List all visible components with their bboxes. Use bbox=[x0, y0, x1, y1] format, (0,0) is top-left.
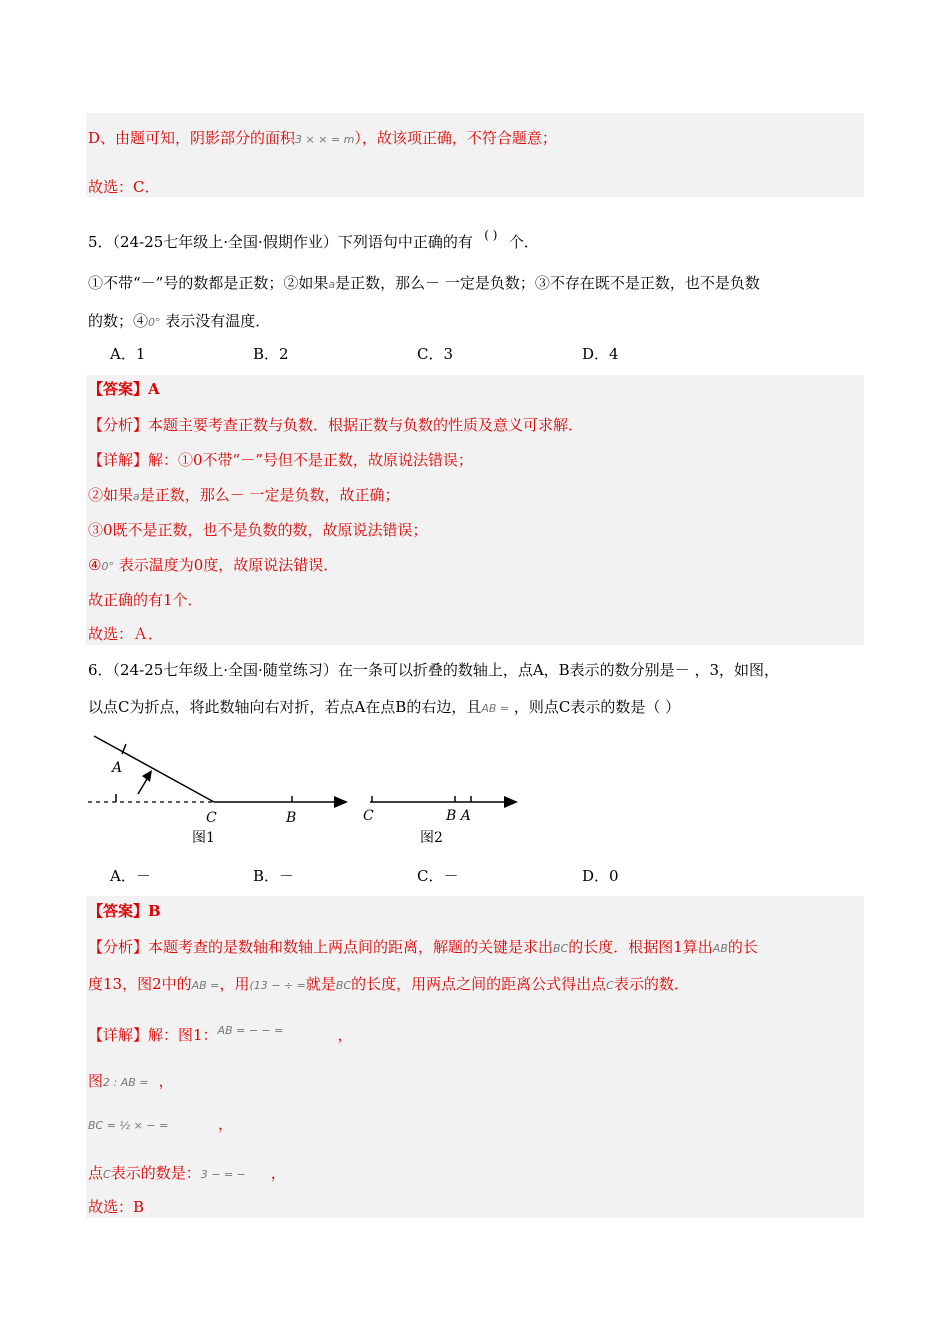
q5-answer: 【答案】A bbox=[88, 380, 160, 398]
q6-stem-line1: 6．（24-25七年级上·全国·随堂练习）在一条可以折叠的数轴上，点A，B表示的数分别是－ ，3，如图， bbox=[88, 661, 779, 679]
fig2-label-c: C bbox=[363, 808, 374, 824]
fig1-label-b: B bbox=[286, 810, 297, 826]
fig1-axis-arrow bbox=[334, 796, 348, 808]
fig1-caption: 图1 bbox=[192, 830, 215, 846]
fig2-axis-arrow bbox=[504, 796, 518, 808]
q6-detail-3: BC = ½ × − = ， bbox=[88, 1115, 234, 1133]
zero-degree: 0° bbox=[148, 316, 161, 329]
fig2-label-ba: B A bbox=[446, 808, 471, 824]
q6-detail-2: 图2 : AB = ， bbox=[88, 1072, 174, 1090]
q6-option-d: D．0 bbox=[582, 867, 619, 885]
q6-choose: 故选：B bbox=[88, 1198, 145, 1216]
q5-detail-2: ②如果a是正数，那么－ 一定是负数，故正确； bbox=[88, 486, 400, 504]
q5-analysis: 【分析】本题主要考查正数与负数．根据正数与负数的性质及意义可求解． bbox=[88, 416, 584, 434]
q5-detail-3: ③0既不是正数，也不是负数的数，故原说法错误； bbox=[88, 521, 428, 539]
prev-option-d-explanation: D、由题可知，阴影部分的面积3 × × = m），故该项正确，不符合题意； bbox=[88, 129, 557, 147]
fig1-label-c: C bbox=[206, 810, 217, 826]
q5-option-d: D．4 bbox=[582, 345, 619, 363]
q5-statements-line1: ①不带“－”号的数都是正数；②如果a是正数，那么－ 一定是负数；③不存在既不是正数，也不是负数 bbox=[88, 274, 760, 292]
fig2-caption: 图2 bbox=[420, 830, 443, 846]
q6-answer: 【答案】B bbox=[88, 902, 161, 920]
q6-analysis-line1: 【分析】本题考查的是数轴和数轴上两点间的距离，解题的关键是求出BC的长度．根据图1算出AB的长 bbox=[88, 938, 758, 956]
q6-figure bbox=[80, 730, 540, 850]
area-formula: 3 × × = m bbox=[295, 133, 355, 146]
q6-detail-1: 【详解】解：图1：AB = − − = ， bbox=[88, 1024, 353, 1044]
fig1-label-a: A bbox=[112, 760, 123, 776]
q5-answer-paren: ( ) bbox=[484, 228, 498, 242]
q6-option-c: C．－ bbox=[417, 867, 459, 885]
q5-option-a: A．1 bbox=[110, 345, 146, 363]
prev-choose: 故选：C． bbox=[88, 178, 160, 196]
q5-option-b: B．2 bbox=[253, 345, 289, 363]
q6-option-b: B．－ bbox=[253, 867, 295, 885]
q5-detail-4: ④0° 表示温度为0度，故原说法错误． bbox=[88, 556, 339, 574]
q5-option-c: C．3 bbox=[417, 345, 454, 363]
q6-detail-4: 点C表示的数是：3 − = − ， bbox=[88, 1164, 286, 1182]
q5-detail-1: 【详解】解：①0不带“－”号但不是正数，故原说法错误； bbox=[88, 451, 473, 469]
q6-option-a: A．－ bbox=[110, 867, 151, 885]
q6-stem-line2: 以点C为折点，将此数轴向右对折，若点A在点B的右边，且AB = ，则点C表示的数是（ ） bbox=[88, 698, 681, 716]
q5-conclusion: 故正确的有1个． bbox=[88, 591, 203, 609]
q5-choose: 故选：Ａ． bbox=[88, 625, 164, 643]
prev-solution-block bbox=[86, 113, 864, 197]
q5-stem: 5．（24-25七年级上·全国·假期作业）下列语句中正确的有 ( ) 个． bbox=[88, 225, 539, 252]
q5-statements-line2: 的数；④0° 表示没有温度． bbox=[88, 312, 271, 330]
q6-analysis-line2: 度13，图2中的AB =，用(13 − ÷ =就是BC的长度，用两点之间的距离公式得出点C表示的数． bbox=[88, 975, 689, 993]
